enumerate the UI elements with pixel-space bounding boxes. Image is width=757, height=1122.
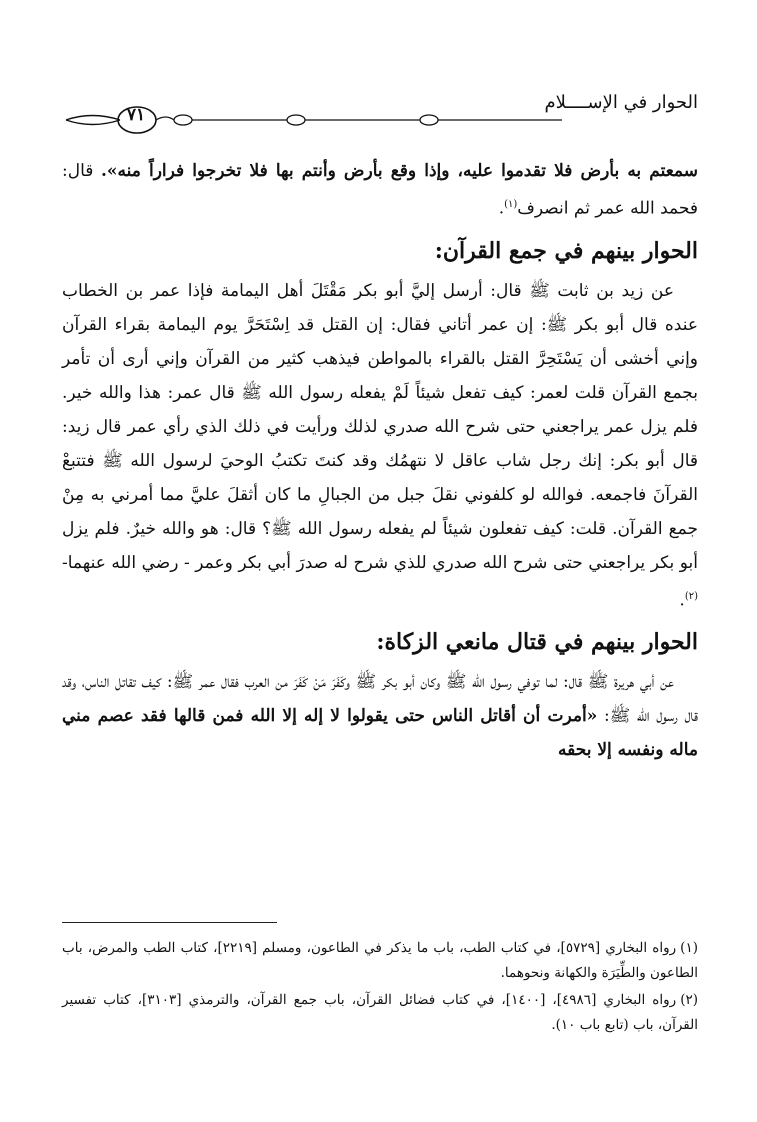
footnote-separator bbox=[62, 922, 277, 923]
narration-text: قال: فحمد الله عمر ثم انصرف bbox=[62, 161, 698, 219]
paragraph-quran-collection bbox=[62, 274, 698, 618]
footnote-text: رواه البخاري [٥٧٢٩]، في كتاب الطب، باب ما يذكر في الطاعون، ومسلم [٢٢١٩]، كتاب الطب والمرض، باب الطاعون والطِّيَرَة والكهانة ونحوهما. bbox=[62, 940, 698, 981]
section-heading-quran-collection: الحوار بينهم في جمع القرآن: bbox=[434, 237, 698, 264]
period: . bbox=[679, 590, 685, 611]
footnote-ref-1: (١) bbox=[504, 199, 518, 210]
footnote-number: (٢) bbox=[680, 992, 699, 1008]
period: . bbox=[498, 198, 505, 219]
hadith-quote: «أمرت أن أقاتل الناس حتى يقولوا لا إله إلا الله فمن قالها فقد عصم مني ماله ونفسه إلا بحقه bbox=[62, 706, 698, 761]
zakat-text: عن أبي هريرة ﷺ قال: لما توفي رسول الله ﷺ وكان أبو بكر ﷺ وكَفَرَ مَنْ كَفَرَ من العرب فقال عمر ﷺ: كيف تقاتل الناس، وقد قال رسول الله ﷺ: bbox=[62, 672, 698, 727]
running-header-title: الحوار في الإســــلام bbox=[544, 92, 698, 113]
book-page bbox=[62, 80, 698, 1080]
page-number: ٧١ bbox=[126, 105, 146, 125]
footnotes bbox=[62, 936, 698, 1040]
footnote-ref-2: (٢) bbox=[684, 590, 698, 602]
paragraph-zakat bbox=[62, 665, 698, 767]
footnote-text: رواه البخاري [٤٩٨٦]، [١٤٠٠]، في كتاب فضائل القرآن، باب جمع القرآن، والترمذي [٣١٠٣]، كتاب تفسير القرآن، باب (تابع باب ١٠). bbox=[62, 992, 698, 1033]
quran-collection-text: عن زيد بن ثابت ﷺ قال: أرسل إليَّ أبو بكر مَقْتَلَ أهل اليمامة فإذا عمر بن الخطاب عنده قال أبو بكر ﷺ: إن عمر أتاني فقال: إن القتل قد اِسْتَحَرَّ يوم اليمامة بقراء القرآن وإني أخشى أن يَسْتَحِرَّ القتل بالقراء بالمواطن فيذهب كثير من القرآن وإني أرى أن تأمر بجمع القرآن قلت لعمر: كيف تفعل شيئاً لَمْ يفعله رسول الله ﷺ قال عمر: هذا والله خير. فلم يزل عمر يراجعني حتى شرح الله صدري لذلك ورأيت في ذلك الذي رأي عمر قال زيد: قال أبو بكر: إنك رجل شاب عاقل لا نتهمُك وقد كنتَ تكتبُ الوحيَ لرسول الله ﷺ فتتبعْ القرآنَ فاجمعه. فوالله لو كلفوني نقلَ جبل من الجبالِ ما كان أثقلَ عليَّ مما أمرني به مِنْ جمع القرآن. قلت: كيف تفعلون شيئاً لم يفعله رسول الله ﷺ؟ قال: هو والله خيرٌ. فلم يزل أبو بكر يراجعني حتى شرح الله صدري للذي شرح له صدرَ أبي بكر وعمر - رضي الله عنهما- bbox=[62, 280, 698, 573]
footnote-number: (١) bbox=[680, 940, 698, 956]
page-body bbox=[62, 154, 698, 767]
footnote-2 bbox=[62, 988, 698, 1038]
hadith-text: سمعتم به بأرض فلا تقدموا عليه، وإذا وقع بأرض وأنتم بها فلا تخرجوا فراراً منه». bbox=[100, 161, 698, 181]
footnote-1 bbox=[62, 936, 698, 986]
paragraph-hadith-end bbox=[62, 154, 698, 226]
running-header bbox=[62, 80, 698, 138]
section-heading-zakat: الحوار بينهم في قتال مانعي الزكاة: bbox=[376, 629, 698, 656]
